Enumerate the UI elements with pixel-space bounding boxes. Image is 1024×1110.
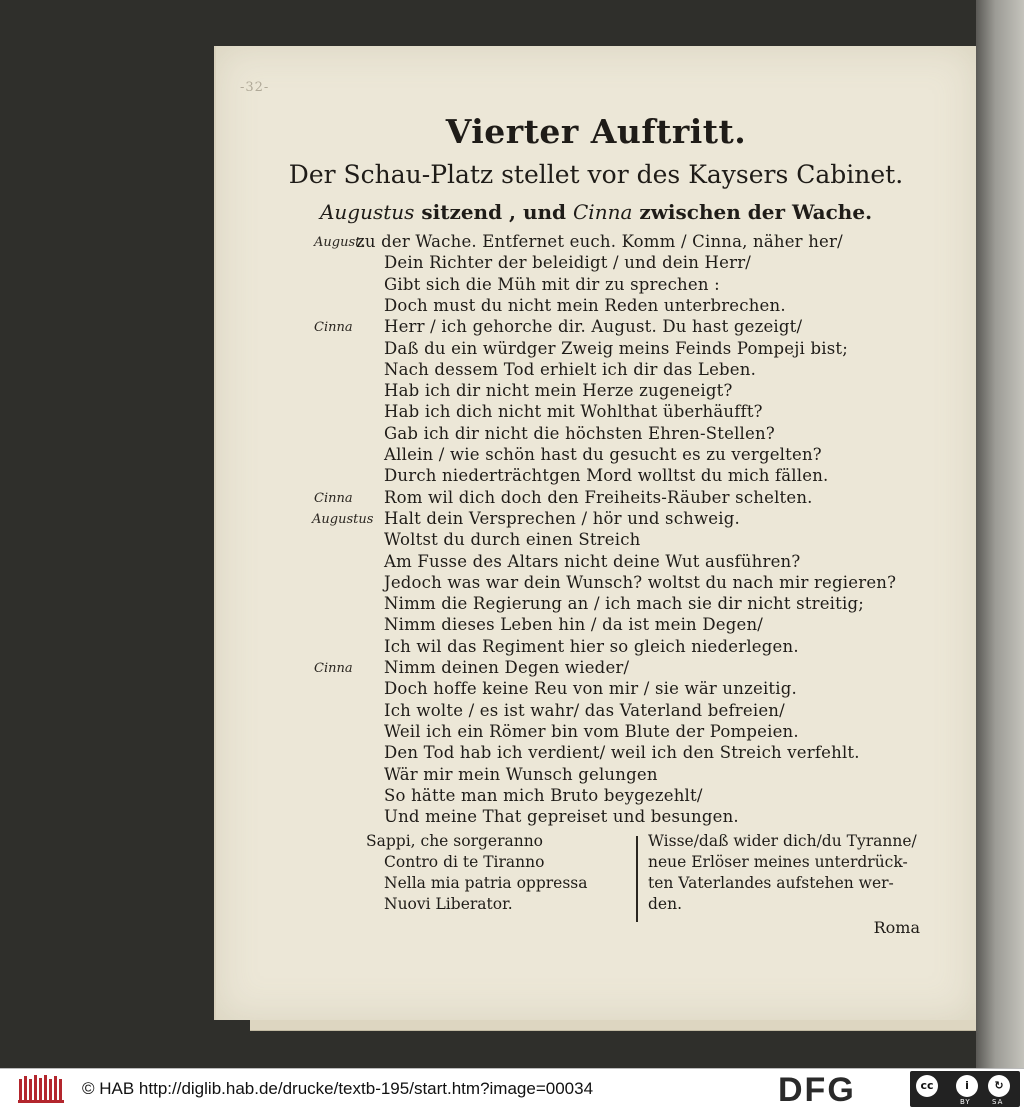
stage-direction xyxy=(216,200,976,224)
catchword: Roma xyxy=(873,918,920,937)
speaker-name: Cinna xyxy=(314,320,353,336)
aria-german-line: neue Erlöser meines unterdrück- xyxy=(648,853,908,871)
aria-german-line: ten Vaterlandes aufstehen wer- xyxy=(648,874,894,892)
verse-line: Gibt sich die Müh mit dir zu sprechen : xyxy=(384,274,720,294)
verse-line: Ich wolte / es ist wahr/ das Vaterland befreien/ xyxy=(384,700,785,720)
scene-heading: Vierter Auftritt. xyxy=(445,112,747,151)
aria-block xyxy=(216,832,976,922)
page-number: -32- xyxy=(240,80,270,95)
dialogue-line xyxy=(216,807,976,831)
verse-line: Durch niederträchtgen Mord wolltst du mich fällen. xyxy=(384,466,829,486)
speaker-name: August. xyxy=(314,235,365,250)
license-by-label: BY xyxy=(960,1098,971,1106)
footer-bar xyxy=(0,1068,1024,1110)
cc-license-badge[interactable] xyxy=(910,1071,1020,1107)
verse-line: Allein / wie schön hast du gesucht es zu vergelten? xyxy=(384,445,822,464)
aria-italian-line: Nuovi Liberator. xyxy=(384,895,513,913)
verse-line: Herr / ich gehorche dir. August. Du hast gezeigt/ xyxy=(384,317,803,337)
attribution-icon: i xyxy=(956,1075,978,1097)
book-page xyxy=(216,46,976,1020)
verse-line: Doch hoffe keine Reu von mir / sie wär unzeitig. xyxy=(384,679,797,699)
aria-divider xyxy=(636,836,638,922)
verse-line: Ich wil das Regiment hier so gleich niederlegen. xyxy=(384,636,799,656)
verse-line: Woltst du durch einen Streich xyxy=(384,530,641,550)
verse-line: So hätte man mich Bruto beygezehlt/ xyxy=(384,785,703,805)
aria-italian-line: Contro di te Tiranno xyxy=(384,853,545,871)
verse-line: zu der Wache. Entfernet euch. Komm / Cinna, näher her/ xyxy=(356,232,843,251)
verse-line: Dein Richter der beleidigt / und dein Herr/ xyxy=(384,253,752,273)
next-page-edge xyxy=(976,0,1024,1068)
license-sa-label: SA xyxy=(992,1098,1004,1106)
cc-icon: cc xyxy=(916,1075,938,1097)
share-alike-icon: ↻ xyxy=(988,1075,1010,1097)
verse-line: Nimm die Regierung an / ich mach sie dir nicht streitig; xyxy=(384,594,864,614)
verse-line: Weil ich ein Römer bin vom Blute der Pompeien. xyxy=(384,721,799,741)
verse-line: Und meine That gepreiset und besungen. xyxy=(384,807,739,827)
aria-german-line: den. xyxy=(648,895,683,913)
aria-italian-line: Nella mia patria oppressa xyxy=(384,874,588,892)
aria-german-line: Wisse/daß wider dich/du Tyranne/ xyxy=(648,832,917,850)
character-name: Augustus xyxy=(319,200,415,224)
verse-line: Wär mir mein Wunsch gelungen xyxy=(384,764,658,784)
speaker-name: Cinna xyxy=(314,490,353,506)
verse-line: Doch must du nicht mein Reden unterbrechen. xyxy=(384,295,786,315)
verse-line: Nimm deinen Degen wieder/ xyxy=(384,658,630,677)
hab-logo-icon[interactable] xyxy=(18,1073,66,1105)
verse-line: Nimm dieses Leben hin / da ist mein Degen/ xyxy=(384,615,764,635)
verse-line: Gab ich dir nicht die höchsten Ehren-Stellen? xyxy=(384,423,775,443)
verse-line: Rom wil dich doch den Freiheits-Räuber schelten. xyxy=(384,487,813,507)
dfg-logo: DFG xyxy=(778,1071,856,1109)
verse-line: Am Fusse des Altars nicht deine Wut ausführen? xyxy=(384,551,801,571)
verse-line: Den Tod hab ich verdient/ weil ich den Streich verfehlt. xyxy=(384,743,860,763)
stage-direction-text: sitzend , und xyxy=(421,200,567,224)
stage-direction-text: zwischen der Wache. xyxy=(639,200,873,224)
scene-description: Der Schau-Platz stellet vor des Kaysers Cabinet. xyxy=(288,160,904,189)
character-name: Cinna xyxy=(573,200,633,224)
verse-line: Hab ich dich nicht mit Wohlthat überhäufft? xyxy=(384,402,763,422)
verse-line: Jedoch was war dein Wunsch? woltst du nach mir regieren? xyxy=(384,572,897,592)
speaker-name: Augustus xyxy=(312,511,374,527)
copyright-link[interactable]: © HAB http://diglib.hab.de/drucke/textb-195/start.htm?image=00034 xyxy=(82,1079,594,1098)
verse-line: Hab ich dir nicht mein Herze zugeneigt? xyxy=(384,381,733,401)
aria-italian-line: Sappi, che sorgeranno xyxy=(366,832,544,850)
speaker-name: Cinna xyxy=(314,661,353,676)
verse-line: Halt dein Versprechen / hör und schweig. xyxy=(384,508,740,528)
verse-line: Daß du ein würdger Zweig meins Feinds Pompeji bist; xyxy=(384,338,848,358)
verse-line: Nach dessem Tod erhielt ich dir das Leben. xyxy=(384,359,757,379)
